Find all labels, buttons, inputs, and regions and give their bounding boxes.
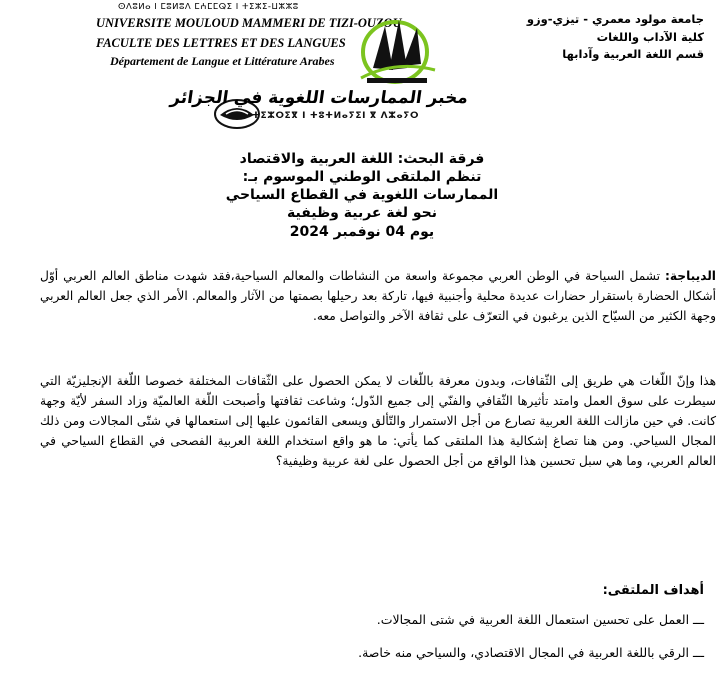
problem-paragraph: هذا وإنّ اللّغات هي طريق إلى الثّقافات، وبدون معرفة باللّغات لا يمكن الحصول على الثّقافات المختلفة خصوصا اللّغة الإنجليزيّة التي سيطرت على سوق العمل وامتد تأثيرها الثّقافي والفنّي إلى جميع الدّول؛ وشاعت ثقافتها وأصبحت اللّغة العالميّة وزاد السفر لأيّة وجهة كانت. في حين مازالت اللغة العربية تصارع من أجل الاستمرار والتّألق ويسعى القائمون عليها إلى استعمالها في شتّى المجالات ومن ذلك المجال السياحي. ومن هنا تصاغ إشكالية هذا الملتقى كما يأتي: ما هو واقع استخدام اللغة العربية الفصحى في القطاع السياحي في العالم العربي، وما هي سبل تحسين هذا الواقع من أجل الحصول على لغة عربية وظيفية؟ bbox=[40, 374, 716, 468]
logo-base bbox=[367, 78, 427, 83]
goal-item: ـــ العمل على تحسين استعمال اللغة العربية في شتى المجالات. bbox=[376, 612, 704, 627]
department-name-ar: قسم اللغة العربية وآدابها bbox=[562, 47, 704, 61]
lab-title-tifinagh: ⵜⵉⵣⵔⵉⴳ ⵏ ⵜⵓⵜⵍⴰⵢⵉⵏ ⴳ ⴷⵣⴰⵢⵔ bbox=[252, 111, 420, 121]
goal-item: ـــ الرقي باللغة العربية في المجال الاقتصادي، والسياحي منه خاصة. bbox=[358, 645, 704, 660]
faculty-name-ar: كلية الآداب واللغات bbox=[596, 30, 704, 44]
logo-book-left bbox=[373, 26, 393, 70]
conference-title: الممارسات اللغوية في القطاع السياحي bbox=[225, 187, 499, 203]
faculty-name-fr: FACULTE DES LETTRES ET DES LANGUES bbox=[96, 36, 346, 50]
university-name-fr: UNIVERSITE MOULOUD MAMMERI DE TIZI-OUZOU bbox=[96, 16, 402, 30]
logo-swoosh bbox=[361, 66, 435, 78]
university-logo bbox=[355, 8, 443, 90]
research-team-line: فرقة البحث: اللغة العربية والاقتصاد bbox=[239, 151, 485, 167]
department-name-fr: Département de Langue et Littérature Arabes bbox=[110, 54, 335, 68]
goals-title: أهداف الملتقى: bbox=[602, 583, 704, 598]
preamble-paragraph bbox=[40, 266, 716, 326]
organizes-line: تنظم الملتقى الوطني الموسوم بـ: bbox=[242, 169, 482, 185]
conference-date: يوم 04 نوفمبر 2024 bbox=[289, 224, 435, 240]
lab-title-ar: مخبر الممارسات اللغوية في الجزائر bbox=[169, 88, 470, 108]
university-tifinagh-name: ⵙⴷⵓⵍⴰ ⵏ ⵎⵓⵍⵓⴷ ⵎⵄⵎⵎⵕⵉ ⵏ ⵜⵉⵣⵉ-ⵡⵣⵣⵓ bbox=[118, 2, 299, 12]
university-name-ar: جامعة مولود معمري - تيزي-وزو bbox=[526, 12, 704, 26]
preamble-text: تشمل السياحة في الوطن العربي مجموعة واسعة من النشاطات والمعالم السياحية،فقد شهدت مناطق العالم العربي أوّل أشكال الحضارة باستقرار حضارات عديدة محلية وأجنبية فيها، تاركة بعد رحيلها بصمتها من الآثار والمعالم. الأمر الذي جعل العالم العربي وجهة الكثير من السيّاح الذين يرغبون في التعرّف على ثقافة الآخر والتواصل معه. bbox=[40, 269, 716, 323]
conference-subtitle: نحو لغة عربية وظيفية bbox=[286, 205, 437, 221]
preamble-label: الديباجة: bbox=[665, 269, 716, 283]
